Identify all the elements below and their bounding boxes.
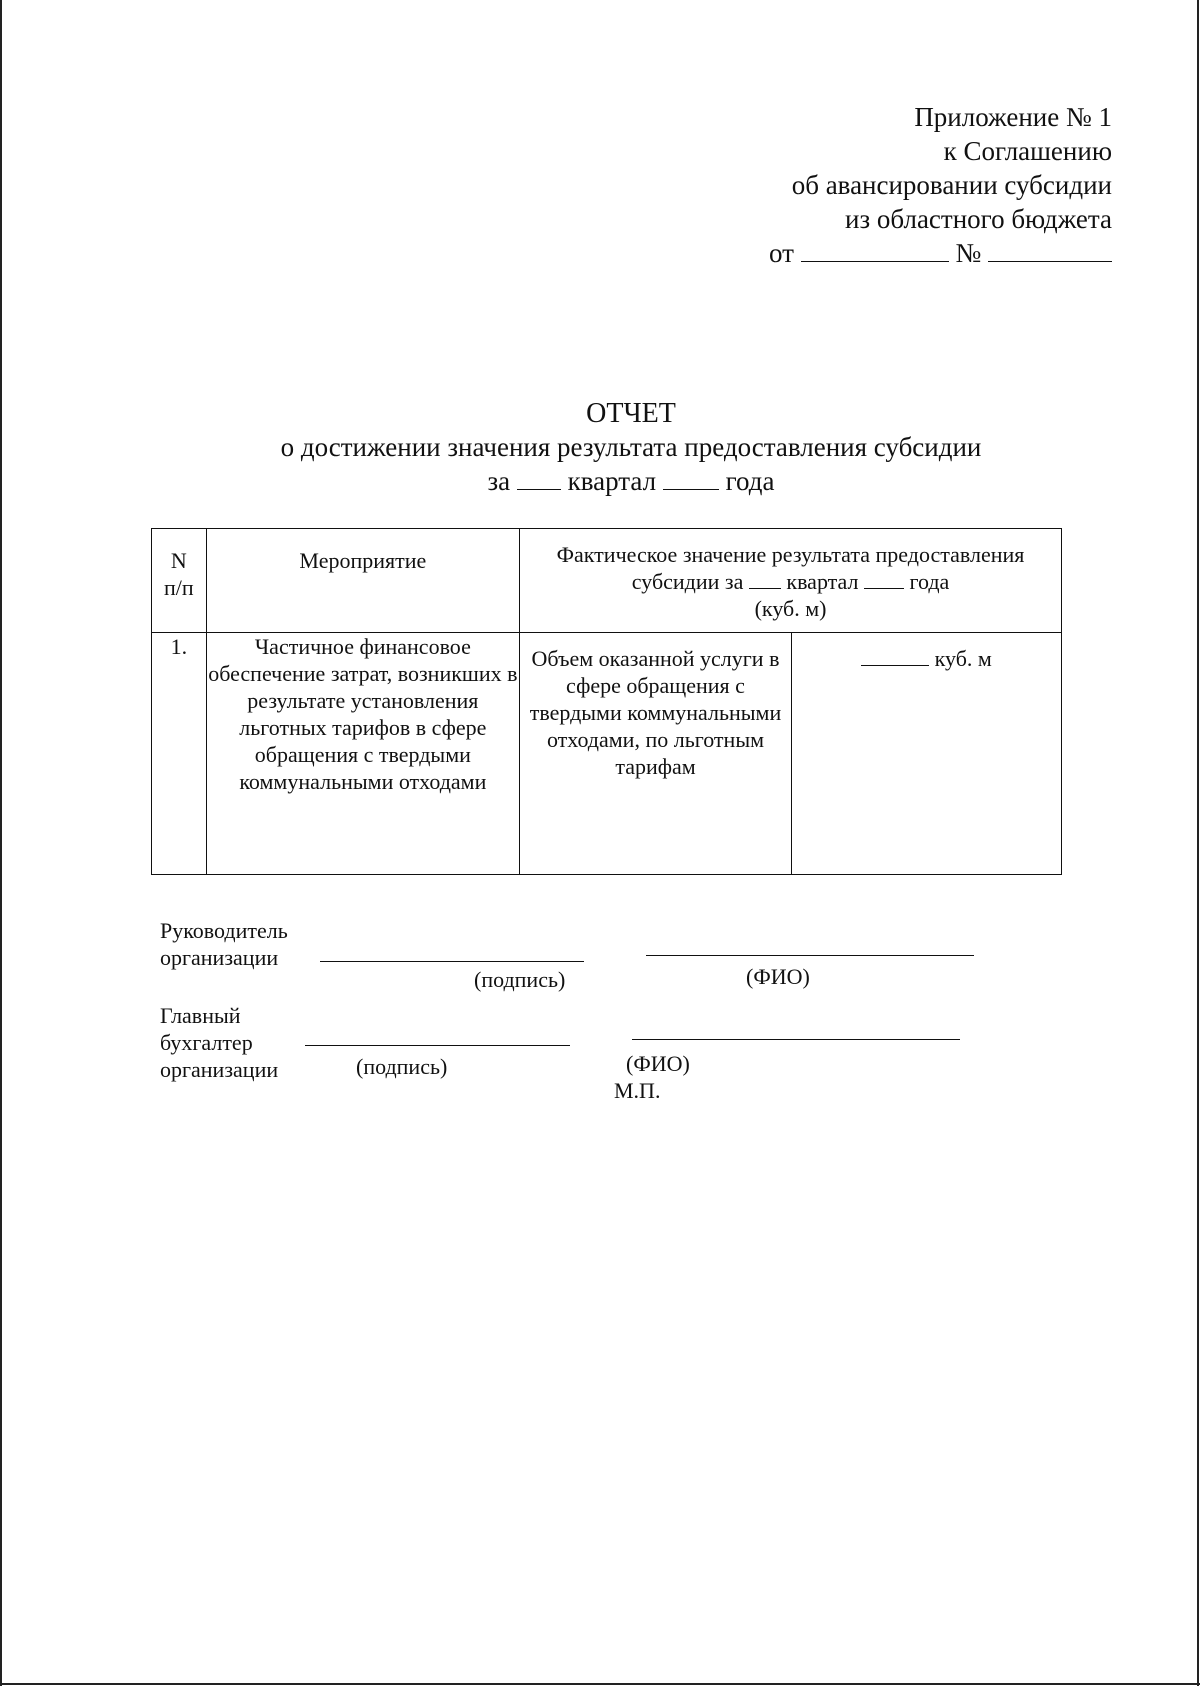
- accountant-name-line[interactable]: [632, 1039, 960, 1040]
- value-blank[interactable]: [861, 649, 929, 666]
- accountant-label-line1: Главный: [160, 1003, 241, 1028]
- row-unit: куб. м: [934, 646, 992, 671]
- report-subtitle: о достижении значения результата предоставления субсидии: [280, 432, 982, 462]
- head-signature-line[interactable]: [320, 961, 584, 962]
- period-year-label: года: [725, 466, 775, 496]
- header-actual-line3: (куб. м): [754, 596, 827, 621]
- appendix-header: [552, 100, 1112, 270]
- page-border-bottom: [0, 1683, 1200, 1685]
- table-header-row: [152, 529, 1062, 633]
- header-quarter-blank[interactable]: [749, 572, 781, 589]
- row-number: 1.: [152, 633, 207, 875]
- header-actual-line2c: года: [909, 569, 950, 594]
- header-actual-line2b: квартал: [786, 569, 859, 594]
- number-label: №: [955, 238, 982, 268]
- head-signature-caption: (подпись): [474, 967, 566, 992]
- page-border-left: [0, 0, 2, 1686]
- header-actual-line2a: субсидии за: [631, 569, 744, 594]
- quarter-blank[interactable]: [517, 469, 561, 490]
- period-quarter-label: квартал: [567, 466, 657, 496]
- header-number: [152, 529, 207, 633]
- accountant-label-line2: бухгалтер: [160, 1030, 253, 1055]
- table-row: [152, 633, 1062, 875]
- report-title: ОТЧЕТ: [586, 398, 676, 429]
- seal-label: М.П.: [614, 1078, 661, 1103]
- row-event: Частичное финансовое обеспечение затрат, возникших в результате установления льготных тарифов в сфере обращения с твердыми коммунальными отходами: [206, 633, 519, 875]
- appendix-subsidy: об авансировании субсидии: [791, 170, 1112, 200]
- date-blank[interactable]: [801, 241, 949, 262]
- accountant-name-caption: (ФИО): [626, 1051, 690, 1076]
- header-actual-value: [520, 529, 1062, 633]
- accountant-label-line3: организации: [160, 1057, 279, 1082]
- head-label-line2: организации: [160, 945, 279, 970]
- appendix-title: Приложение № 1: [914, 102, 1112, 132]
- report-period: [0, 466, 1200, 497]
- from-label: от: [769, 238, 794, 268]
- appendix-agreement: к Соглашению: [943, 136, 1112, 166]
- header-number-text: N п/п: [163, 548, 194, 600]
- accountant-signature-line[interactable]: [305, 1045, 570, 1046]
- appendix-budget: из областного бюджета: [845, 204, 1112, 234]
- header-actual-line1: Фактическое значение результата предоставления: [556, 542, 1025, 567]
- row-measure: Объем оказанной услуги в сфере обращения с твердыми коммунальными отходами, по льготным тарифам: [520, 633, 792, 875]
- row-value: [791, 633, 1061, 875]
- year-blank[interactable]: [663, 469, 719, 490]
- header-event-text: Мероприятие: [299, 548, 427, 573]
- head-name-caption: (ФИО): [746, 964, 810, 989]
- header-year-blank[interactable]: [864, 572, 904, 589]
- accountant-signature-caption: (подпись): [356, 1054, 448, 1079]
- page-border-right: [1197, 0, 1199, 1686]
- head-name-line[interactable]: [646, 955, 974, 956]
- period-prefix: за: [487, 466, 511, 496]
- report-table: [151, 528, 1062, 875]
- head-label-line1: Руководитель: [160, 918, 288, 943]
- appendix-date-number-line: [552, 236, 1112, 270]
- header-event: [206, 529, 519, 633]
- number-blank[interactable]: [988, 241, 1112, 262]
